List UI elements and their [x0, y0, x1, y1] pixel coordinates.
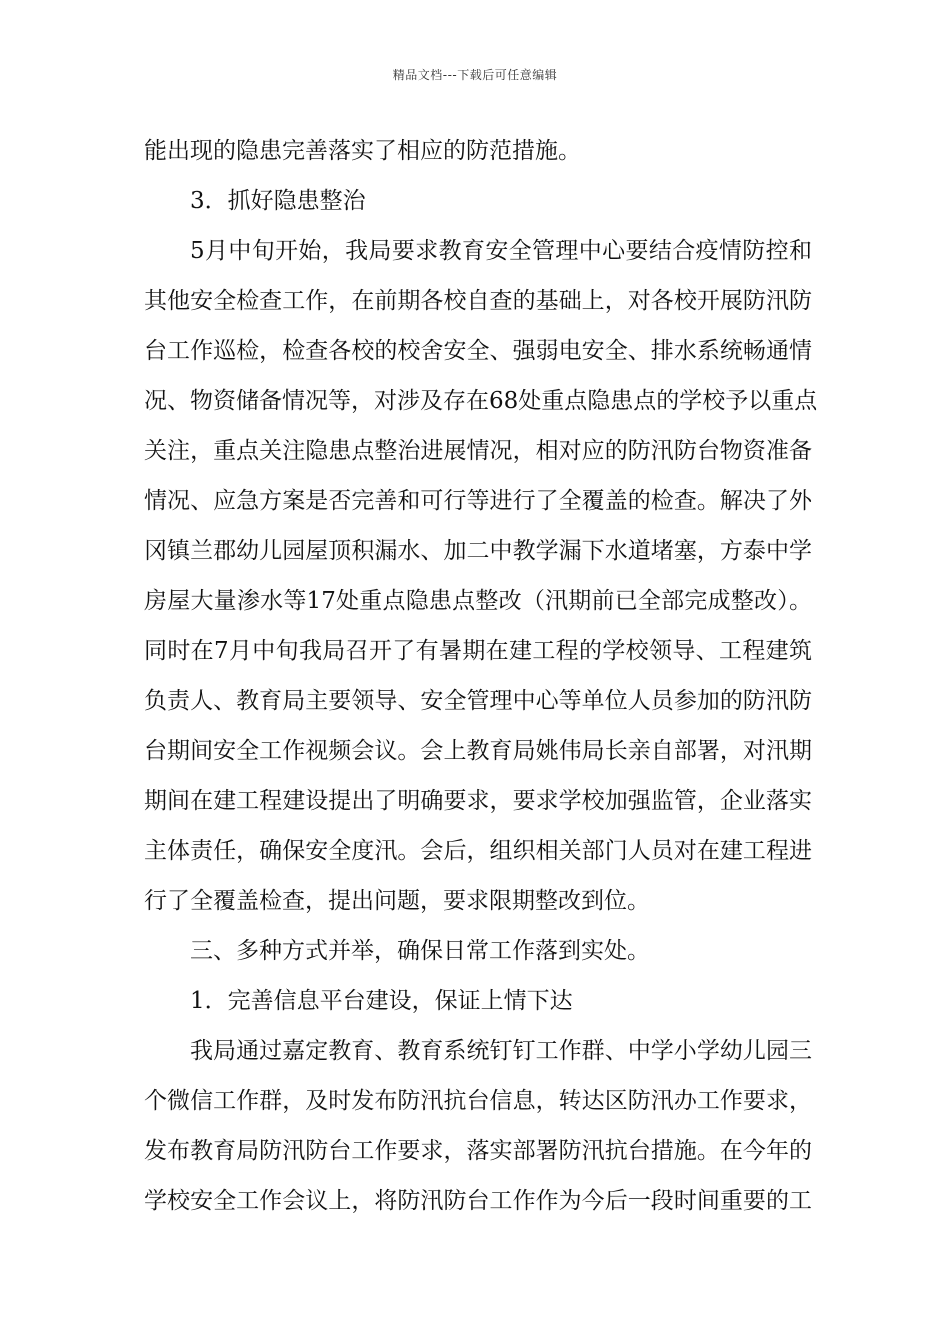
text-line: 学校安全工作会议上，将防汛防台工作作为今后一段时间重要的工 [144, 1188, 812, 1214]
section-heading: 三、多种方式并举，确保日常工作落到实处。 [190, 938, 650, 964]
text-line: 负责人、教育局主要领导、安全管理中心等单位人员参加的防汛防 [144, 688, 812, 714]
text-line: 其他安全检查工作，在前期各校自查的基础上，对各校开展防汛防 [144, 288, 812, 314]
text-line: 5月中旬开始，我局要求教育安全管理中心要结合疫情防控和 [190, 238, 812, 264]
text-line: 关注，重点关注隐患点整治进展情况，相对应的防汛防台物资准备 [144, 438, 812, 464]
text-line: 同时在7月中旬我局召开了有暑期在建工程的学校领导、工程建筑 [144, 638, 812, 664]
section-heading: 3．抓好隐患整治 [190, 188, 366, 214]
text-line: 冈镇兰郡幼儿园屋顶积漏水、加二中教学漏下水道堵塞，方泰中学 [144, 538, 812, 564]
text-line: 我局通过嘉定教育、教育系统钉钉工作群、中学小学幼儿园三 [190, 1038, 812, 1064]
text-line: 行了全覆盖检查，提出问题，要求限期整改到位。 [144, 888, 650, 914]
text-line: 个微信工作群，及时发布防汛抗台信息，转达区防汛办工作要求， [144, 1088, 812, 1114]
text-line: 台期间安全工作视频会议。会上教育局姚伟局长亲自部署，对汛期 [144, 738, 812, 764]
text-line: 情况、应急方案是否完善和可行等进行了全覆盖的检查。解决了外 [144, 488, 812, 514]
text-line: 况、物资储备情况等，对涉及存在68处重点隐患点的学校予以重点 [144, 388, 818, 414]
page-header: 精品文档---下载后可任意编辑 [392, 68, 558, 82]
text-line: 期间在建工程建设提出了明确要求，要求学校加强监管，企业落实 [144, 788, 812, 814]
text-line: 能出现的隐患完善落实了相应的防范措施。 [144, 138, 581, 164]
text-line: 房屋大量渗水等17处重点隐患点整改（汛期前已全部完成整改）。 [144, 588, 812, 614]
text-line: 台工作巡检，检查各校的校舍安全、强弱电安全、排水系统畅通情 [144, 338, 812, 364]
text-line: 主体责任，确保安全度汛。会后，组织相关部门人员对在建工程进 [144, 838, 812, 864]
document-body [144, 126, 818, 1226]
subsection-heading: 1．完善信息平台建设，保证上情下达 [190, 988, 573, 1014]
text-line: 发布教育局防汛防台工作要求，落实部署防汛抗台措施。在今年的 [144, 1138, 812, 1164]
